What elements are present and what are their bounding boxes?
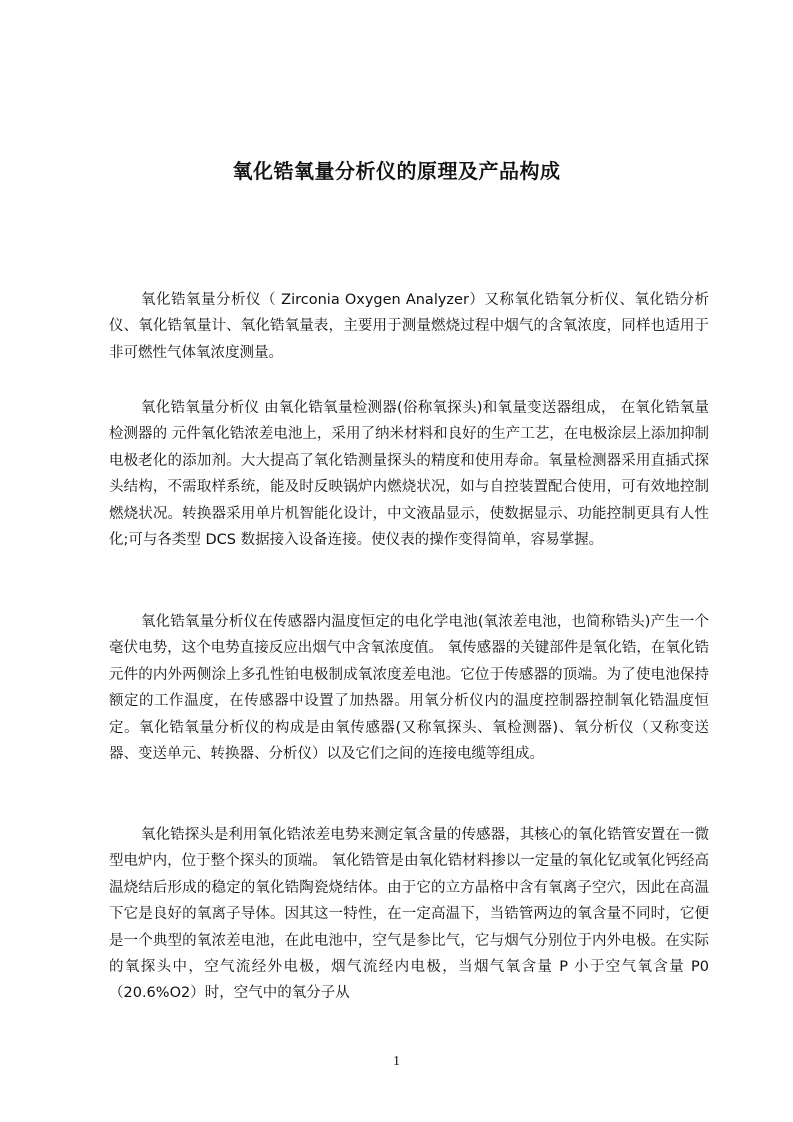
paragraph-probe: 氧化锆探头是利用氧化锆浓差电势来测定氧含量的传感器，其核心的氧化锆管安置在一微型电炉内，位于整个探头的顶端。 氧化锆管是由氧化锆材料掺以一定量的氧化钇或氧化钙经高温烧结后形成的稳定的氧化锆陶瓷烧结体。由于它的立方晶格中含有氧离子空穴，因此在高温下它是良好的氧离子导体。因其这一特性，在一定高温下，当锆管两边的氧含量不同时，它便是一个典型的氧浓差电池，在此电池中，空气是参比气，它与烟气分别位于内外电极。在实际的氧探头中，空气流经外电极，烟气流经内电极，当烟气氧含量 P 小于空气氧含量 P0（20.6%O2）时，空气中的氧分子从 (109, 827, 709, 1002)
paragraph-composition: 氧化锆氧量分析仪 由氧化锆氧量检测器(俗称氧探头)和氧量变送器组成， 在氧化锆氧量检测器的 元件氧化锆浓差电池上，采用了纳米材料和良好的生产工艺，在电极涂层上添加抑制电极老化的添加剂。大大提高了氧化锆测量探头的精度和使用寿命。氧量检测器采用直插式探头结构，不需取样系统，能及时反映锅炉内燃烧状况，如与自控装置配合使用，可有效地控制燃烧状况。转换器采用单片机智能化设计，中文液晶显示，使数据显示、功能控制更具有人性化;可与各类型 DCS 数据接入设备连接。使仪表的操作变得简单，容易掌握。 (109, 400, 709, 549)
page-number: 1 (393, 1054, 400, 1069)
paragraph-principle: 氧化锆氧量分析仪在传感器内温度恒定的电化学电池(氧浓差电池，也简称锆头)产生一个毫伏电势，这个电势直接反应出烟气中含氧浓度值。 氧传感器的关键部件是氧化锆，在氧化锆元件的内外两侧涂上多孔性铂电极制成氧浓度差电池。它位于传感器的顶端。为了使电池保持额定的工作温度，在传感器中设置了加热器。用氧分析仪内的温度控制器控制氧化锆温度恒定。氧化锆氧量分析仪的构成是由氧传感器(又称氧探头、氧检测器)、氧分析仪（又称变送器、变送单元、转换器、分析仪）以及它们之间的连接电缆等组成。 (109, 614, 709, 763)
page-title: 氧化锆氧量分析仪的原理及产品构成 (232, 159, 561, 184)
paragraph-intro: 氧化锆氧量分析仪（ Zirconia Oxygen Analyzer）又称氧化锆氧分析仪、氧化锆分析仪、氧化锆氧量计、氧化锆氧量表，主要用于测量燃烧过程中烟气的含氧浓度，同样也适用于非可燃性气体氧浓度测量。 (109, 292, 709, 361)
